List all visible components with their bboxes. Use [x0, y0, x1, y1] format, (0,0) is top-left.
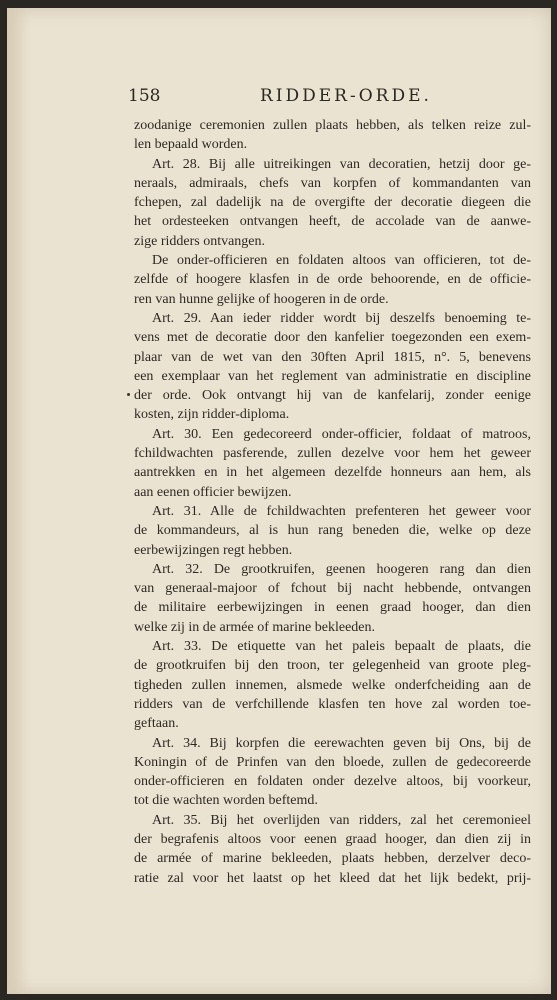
text-line: zoodanige ceremonien zullen plaats hebben, als telken reize zul- [134, 118, 531, 133]
text-line: de grootkruifen bij den troon, ter gelegenheid van groote pleg- [134, 658, 531, 674]
text-line: een exemplaar van het reglement van administratie en discipline [134, 368, 531, 384]
page-number: 158 [128, 86, 161, 106]
text-line: aantrekken en in het algemeen dezelfde honneurs aan hem, als [134, 465, 531, 481]
text-line: aan eenen officier bewijzen. [134, 484, 292, 500]
text-line: fchildwachten pasferende, zullen dezelve voor hem het geweer [134, 446, 531, 462]
page-gutter [7, 8, 31, 994]
text-line: welke zij in de armée of marine bekleeden. [134, 619, 375, 635]
text-line: geftaan. [134, 716, 179, 732]
text-line: van generaal-majoor of fchout bij nacht hebbende, ontvangen [134, 581, 531, 597]
text-line: tigheden zullen innemen, alsmede welke onderfcheiding aan de [134, 677, 531, 693]
text-line: zelfde of hoogere klasfen in de orde behoorende, en de officie- [134, 272, 531, 288]
text-line: zige ridders ontvangen. [134, 233, 266, 249]
text-line: Art. 35. Bij het overlijden van ridders, zal het ceremonieel [152, 812, 531, 828]
text-line: eerbewijzingen regt hebben. [134, 542, 293, 558]
text-line: ratie zal voor het laatst op het kleed dat het lijk bedekt, prij- [134, 870, 531, 886]
text-line: Art. 32. De grootkruifen, geenen hoogeren rang dan dien [152, 561, 531, 577]
text-line: tot die wachten worden beftemd. [134, 793, 318, 809]
text-line: De onder-officieren en foldaten altoos van officieren, tot de- [152, 253, 531, 269]
text-line: Art. 34. Bij korpfen die eerewachten geven bij Ons, bij de [152, 735, 531, 751]
book-page [7, 8, 551, 994]
text-line: ridders van de verfchillende klasfen ten hove zal worden toe- [134, 696, 531, 712]
text-line: het ordesteeken ontvangen heeft, de accolade van de aanwe- [134, 214, 531, 230]
text-line: plaar van de wet van den 30ften April 1815, n°. 5, benevens [134, 349, 531, 365]
text-line: der orde. Ook ontvangt hij van de kanfelarij, zonder eenige [134, 388, 531, 404]
text-line: der begrafenis altoos voor eenen graad hooger, dan dien zij in [134, 831, 531, 847]
text-line: Art. 31. Alle de fchildwachten prefenteren het geweer voor [152, 503, 531, 519]
ink-mark [127, 393, 130, 396]
text-line: de armée of marine bekleeden, plaats hebben, derzelver deco- [134, 851, 531, 867]
text-line: kosten, zijn ridder-diploma. [134, 407, 290, 423]
text-line: fchepen, zal dadelijk na de overgifte der decoratie diegeen die [134, 195, 531, 211]
text-line: Art. 33. De etiquette van het paleis bepaalt de plaats, die [152, 639, 531, 655]
text-line: vens met de decoratie door den kanfelier toegezonden een exem- [134, 330, 531, 346]
body-text [134, 116, 531, 888]
text-line: Art. 30. Een gedecoreerd onder-officier, foldaat of matroos, [152, 426, 531, 442]
running-title: RIDDER-ORDE. [260, 86, 432, 106]
text-line: ren van hunne gelijke of hoogeren in de orde. [134, 291, 389, 307]
text-line: Koningin of de Prinfen van den bloede, zullen de gedecoreerde [134, 754, 531, 770]
text-line: onder-officieren en foldaten onder dezelve altoos, bij voorkeur, [134, 774, 531, 790]
text-line: len bepaald worden. [134, 137, 248, 153]
text-line: de militaire eerbewijzingen in eenen graad hooger, dan dien [134, 600, 531, 616]
page-header [128, 86, 528, 110]
text-line: Art. 29. Aan ieder ridder wordt bij deszelfs benoeming te- [152, 310, 531, 326]
text-line: Art. 28. Bij alle uitreikingen van decoratien, hetzij door ge- [152, 156, 531, 172]
text-line: de kommandeurs, al is hun rang beneden die, welke op deze [134, 523, 531, 539]
text-line: neraals, admiraals, chefs van korpfen of kommandanten van [134, 175, 531, 191]
